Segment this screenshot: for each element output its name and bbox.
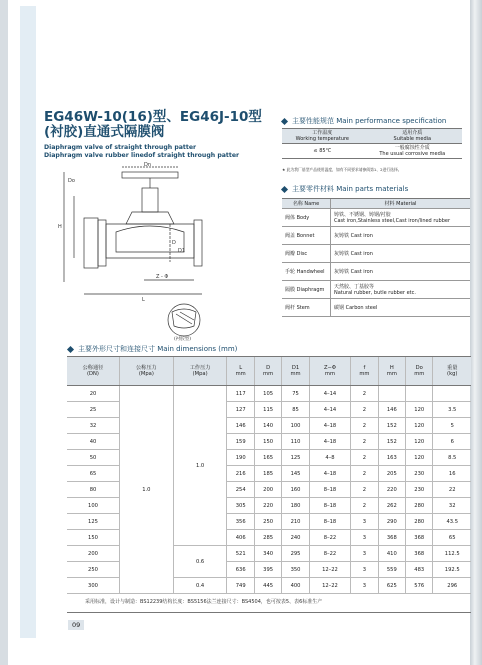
parts-header-name: 名称 Name: [282, 199, 331, 209]
footnote-rule: [67, 612, 471, 613]
parts-header-row: [282, 199, 470, 209]
dimensions-cell: 120: [406, 450, 433, 466]
dimensions-cell: 32: [433, 498, 471, 514]
dimensions-cell: 125: [67, 514, 120, 530]
do-label: Do: [68, 178, 75, 184]
dimensions-cell: 115: [254, 402, 281, 418]
dimensions-table: [67, 356, 471, 594]
dimensions-cell: [433, 386, 471, 402]
lined-type-label: (衬胶型): [174, 337, 192, 342]
dimensions-cell: 521: [227, 546, 254, 562]
parts-row: 阀盖 Bonnet 灰铸铁 Cast iron: [282, 227, 470, 245]
dimensions-cell: 285: [254, 530, 281, 546]
dimensions-cell: 100: [67, 498, 120, 514]
page-title: [44, 110, 262, 140]
dimensions-cell: 8–18: [309, 514, 350, 530]
handwheel-shape: [122, 172, 178, 178]
parts-table: [282, 198, 470, 317]
performance-header-row: [282, 129, 462, 144]
dimensions-cell: 100: [282, 418, 309, 434]
dimensions-cell: 295: [282, 546, 309, 562]
d-label: D: [172, 240, 176, 246]
dimensions-header-cell: 重量 (kg): [433, 357, 471, 386]
dimensions-cell: 395: [254, 562, 281, 578]
dimensions-cell: 400: [282, 578, 309, 594]
dimensions-cell: 43.5: [433, 514, 471, 530]
dimensions-header-cell: H mm: [378, 357, 405, 386]
title-line-2: (衬胶)直通式隔膜阀: [44, 124, 165, 140]
parts-header-material: 材料 Material: [331, 199, 471, 209]
dimensions-cell: 150: [254, 434, 281, 450]
dimensions-row: [67, 386, 471, 402]
dimensions-header-cell: 公称通径 (DN): [67, 357, 120, 386]
dimensions-cell: 240: [282, 530, 309, 546]
dimensions-cell: 230: [406, 466, 433, 482]
perf-header-temp: 工作温度 Working temperature: [282, 129, 363, 144]
dimensions-header-cell: 工作压力 (Mpa): [173, 357, 227, 386]
dimensions-cell: 1.0: [120, 386, 174, 594]
diamond-bullet-icon: [281, 185, 288, 192]
dimensions-header-cell: f mm: [351, 357, 378, 386]
dimensions-cell: 120: [406, 402, 433, 418]
dimensions-cell: 300: [67, 578, 120, 594]
dimensions-cell: 125: [282, 450, 309, 466]
perf-header-media: 适用介质 Suitable media: [363, 129, 462, 144]
perf-media-value: 一般腐蚀性介质 The usual corrosive media: [363, 144, 462, 159]
performance-heading: 主要性能规范 Main performance specification: [282, 116, 446, 126]
dimensions-cell: 296: [433, 578, 471, 594]
title-english-1: Diaphragm valve of straight through patter: [44, 144, 197, 151]
dimensions-cell: 216: [227, 466, 254, 482]
dimensions-cell: 165: [254, 450, 281, 466]
dimensions-cell: 146: [378, 402, 405, 418]
dimensions-cell: 410: [378, 546, 405, 562]
dimensions-cell: 120: [406, 418, 433, 434]
dimensions-cell: 200: [254, 482, 281, 498]
dimensions-cell: 12–22: [309, 562, 350, 578]
dimensions-cell: 65: [433, 530, 471, 546]
dimensions-cell: 32: [67, 418, 120, 434]
dimensions-cell: 250: [67, 562, 120, 578]
dimensions-cell: 190: [227, 450, 254, 466]
dimensions-cell: 50: [67, 450, 120, 466]
dimensions-cell: 159: [227, 434, 254, 450]
dimensions-cell: 2: [351, 434, 378, 450]
dimensions-cell: 2: [351, 466, 378, 482]
dimensions-header-cell: Z−Φ mm: [309, 357, 350, 386]
dimensions-cell: 65: [67, 466, 120, 482]
d1-label: D1: [178, 248, 186, 254]
dimensions-cell: 16: [433, 466, 471, 482]
dimensions-cell: 305: [227, 498, 254, 514]
dimensions-cell: 445: [254, 578, 281, 594]
page-left-edge: [0, 0, 8, 665]
dimensions-cell: 8–18: [309, 482, 350, 498]
dimensions-cell: 80: [67, 482, 120, 498]
parts-row: 手轮 Handwheel 灰铸铁 Cast iron: [282, 263, 470, 281]
dimensions-cell: 368: [406, 530, 433, 546]
dimensions-cell: 1.0: [173, 386, 227, 546]
dimensions-cell: 205: [378, 466, 405, 482]
diamond-bullet-icon: [67, 345, 74, 352]
title-english: [44, 144, 239, 159]
dimensions-cell: 559: [378, 562, 405, 578]
dimensions-cell: 6: [433, 434, 471, 450]
dimensions-cell: 8–22: [309, 530, 350, 546]
dimensions-cell: 2: [351, 402, 378, 418]
dimensions-cell: 210: [282, 514, 309, 530]
performance-note: ★ 此为我厂基型产品使用温度，如有不同要求请参阅第1、2进行选择。: [282, 167, 402, 172]
dimensions-heading: 主要外形尺寸和连接尺寸 Main dimensions (mm): [68, 344, 237, 354]
parts-row: 阀瓣 Disc 灰铸铁 Cast iron: [282, 245, 470, 263]
dimensions-cell: 483: [406, 562, 433, 578]
dimensions-header-row: [67, 357, 471, 386]
dimensions-cell: 12–22: [309, 578, 350, 594]
dimensions-cell: 5: [433, 418, 471, 434]
title-line-1: EG46W-10(16)型、EG46J-10型: [44, 109, 262, 125]
dimensions-cell: 2: [351, 498, 378, 514]
dimensions-cell: 0.4: [173, 578, 227, 594]
dimensions-cell: 2: [351, 418, 378, 434]
dimensions-cell: 636: [227, 562, 254, 578]
dimensions-cell: 160: [282, 482, 309, 498]
valve-drawing: [44, 162, 204, 342]
dimensions-header-cell: 公称压力 (Mpa): [120, 357, 174, 386]
dimensions-cell: 163: [378, 450, 405, 466]
dimensions-header-cell: D mm: [254, 357, 281, 386]
dimensions-cell: 406: [227, 530, 254, 546]
parts-heading: 主要零件材料 Main parts materials: [282, 184, 408, 194]
perf-temp-value: ≤ 85℃: [282, 144, 363, 159]
page-right-edge: [470, 0, 482, 665]
dimensions-cell: 145: [282, 466, 309, 482]
dimensions-cell: 368: [406, 546, 433, 562]
dimensions-cell: 4–18: [309, 418, 350, 434]
dimensions-cell: 180: [282, 498, 309, 514]
dimensions-cell: 127: [227, 402, 254, 418]
dimensions-cell: 2: [351, 450, 378, 466]
dimensions-cell: 290: [378, 514, 405, 530]
dimensions-cell: 0.6: [173, 546, 227, 578]
dimensions-cell: 8–22: [309, 546, 350, 562]
dimensions-cell: 220: [378, 482, 405, 498]
dimensions-cell: 185: [254, 466, 281, 482]
dimensions-cell: 200: [67, 546, 120, 562]
dimensions-cell: 2: [351, 482, 378, 498]
dimensions-cell: 254: [227, 482, 254, 498]
dimensions-cell: 3: [351, 530, 378, 546]
dimensions-cell: 110: [282, 434, 309, 450]
dimensions-cell: 3.5: [433, 402, 471, 418]
performance-value-row: [282, 144, 462, 159]
dn-label: Dn: [144, 162, 152, 168]
dimensions-cell: 230: [406, 482, 433, 498]
side-color-bar: [20, 6, 36, 638]
dimensions-cell: 749: [227, 578, 254, 594]
dimensions-cell: 192.5: [433, 562, 471, 578]
dimensions-cell: [406, 386, 433, 402]
dimensions-cell: 22: [433, 482, 471, 498]
dimensions-cell: 625: [378, 578, 405, 594]
dimensions-cell: 2: [351, 386, 378, 402]
dimensions-cell: 85: [282, 402, 309, 418]
dimensions-cell: 140: [254, 418, 281, 434]
dimensions-cell: 3: [351, 578, 378, 594]
dimensions-cell: 3: [351, 546, 378, 562]
dimensions-cell: 146: [227, 418, 254, 434]
dimensions-cell: 8.5: [433, 450, 471, 466]
dimensions-cell: 4–8: [309, 450, 350, 466]
dimensions-cell: 8–18: [309, 498, 350, 514]
dimensions-cell: 20: [67, 386, 120, 402]
dimensions-cell: 40: [67, 434, 120, 450]
dimensions-cell: 3: [351, 562, 378, 578]
dimensions-cell: 262: [378, 498, 405, 514]
dimensions-cell: 350: [282, 562, 309, 578]
performance-table: [282, 128, 462, 159]
dimensions-cell: 280: [406, 498, 433, 514]
dimensions-header-cell: L mm: [227, 357, 254, 386]
dimensions-cell: 576: [406, 578, 433, 594]
dimensions-cell: 105: [254, 386, 281, 402]
dimensions-cell: 120: [406, 434, 433, 450]
parts-row: 阀体 Body 铸铁、不锈钢、铸钢/衬胶 Cast iron,Stainless steel,Cast iron/lined rubber: [282, 209, 470, 227]
dimensions-cell: 4–18: [309, 466, 350, 482]
dimensions-cell: 220: [254, 498, 281, 514]
dimensions-header-cell: D1 mm: [282, 357, 309, 386]
dimensions-cell: 340: [254, 546, 281, 562]
dimensions-cell: 152: [378, 418, 405, 434]
standards-footnote: 采用标准，设计与制造：BS12239结构长度：BS5156法兰连接尺寸：BS4504，也可按表5、表6标准生产: [85, 599, 323, 605]
z-label: Z - Φ: [156, 274, 169, 280]
dimensions-cell: [378, 386, 405, 402]
dimensions-cell: 368: [378, 530, 405, 546]
dimensions-cell: 356: [227, 514, 254, 530]
title-english-2: Diaphragm valve rubber linedof straight through patter: [44, 151, 240, 159]
dimensions-cell: 4–14: [309, 386, 350, 402]
diamond-bullet-icon: [281, 117, 288, 124]
dimensions-cell: 3: [351, 514, 378, 530]
dimensions-cell: 25: [67, 402, 120, 418]
dimensions-cell: 4–18: [309, 434, 350, 450]
dimensions-cell: 150: [67, 530, 120, 546]
dimensions-cell: 112.5: [433, 546, 471, 562]
page-number: 09: [68, 620, 84, 630]
dimensions-cell: 4–14: [309, 402, 350, 418]
parts-row: 阀杆 Stem 碳钢 Carbon steel: [282, 299, 470, 317]
parts-row: 隔膜 Diaphragm 天然胶、丁基胶等 Natural rubber, butle rubber etc.: [282, 281, 470, 299]
dimensions-cell: 280: [406, 514, 433, 530]
l-label: L: [142, 297, 145, 303]
dimensions-cell: 117: [227, 386, 254, 402]
dimensions-header-cell: Do mm: [406, 357, 433, 386]
dimensions-cell: 75: [282, 386, 309, 402]
dimensions-cell: 250: [254, 514, 281, 530]
dimensions-cell: 152: [378, 434, 405, 450]
h-label: H: [58, 224, 62, 230]
